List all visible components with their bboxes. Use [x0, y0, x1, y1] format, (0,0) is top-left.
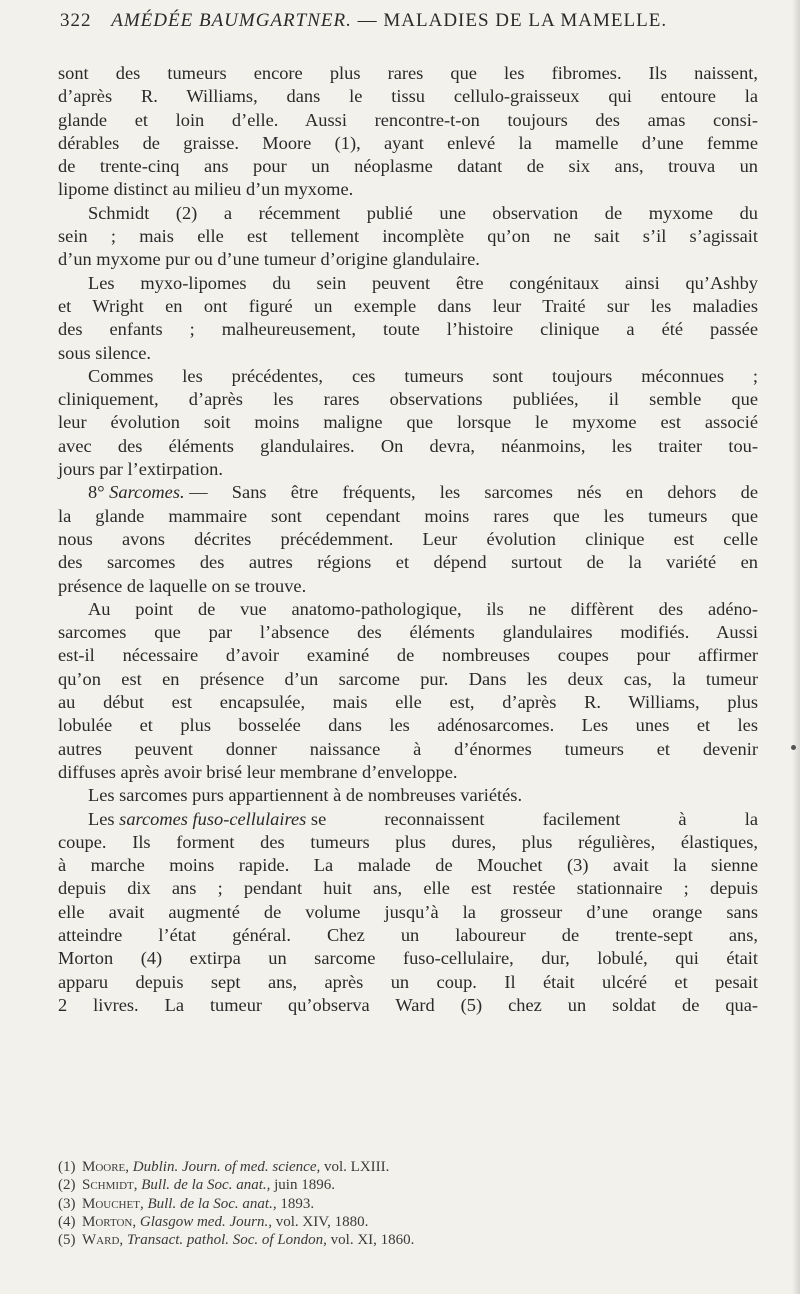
- text-line: atteindre l’état général. Chez un laboureur de trente-sept ans,: [58, 924, 758, 945]
- text-line: sein ; mais elle est tellement incomplète qu’on ne sait s’il s’agissait: [58, 226, 758, 247]
- text-line: Commes les précédentes, ces tumeurs sont toujours méconnues ;: [88, 365, 758, 386]
- text-line: des sarcomes des autres régions et dépend surtout de la variété en: [58, 552, 758, 573]
- footnote-author: Morton,: [82, 1213, 137, 1230]
- text-line: Au point de vue anatomo-pathologique, ils ne diffèrent des adéno-: [88, 598, 758, 619]
- text-line: Les myxo-lipomes du sein peuvent être congénitaux ainsi qu’Ashby: [88, 272, 758, 293]
- footnote-number: (5): [58, 1232, 76, 1249]
- page-edge-shadow: [792, 0, 800, 1294]
- footnote-author: Schmidt,: [82, 1177, 138, 1194]
- footnote-author: Moore,: [82, 1159, 130, 1175]
- footnote: [58, 1213, 758, 1231]
- footnote-rest: juin 1896.: [270, 1177, 335, 1194]
- running-header: [60, 10, 760, 36]
- text-line: Les sarcomes purs appartiennent à de nombreuses variétés.: [88, 785, 523, 806]
- text-line: autres peuvent donner naissance à d’énormes tumeurs et devenir: [58, 738, 758, 759]
- footnote-rest: vol. XIV, 1880.: [271, 1213, 369, 1230]
- text-line: sont des tumeurs encore plus rares que les fibromes. Ils naissent,: [58, 63, 758, 83]
- text-line: jours par l’extirpation.: [58, 459, 223, 480]
- footnote-journal: Bull. de la Soc. anat.,: [147, 1195, 277, 1212]
- footnote-number: (2): [58, 1177, 76, 1194]
- section-number: 8°: [88, 482, 105, 503]
- header-title: — MALADIES DE LA MAMELLE.: [357, 10, 668, 31]
- text-line: lobulée et plus bosselée dans les adénosarcomes. Les unes et les: [58, 715, 758, 736]
- text-line: nous avons décrites précédemment. Leur évolution clinique est celle: [58, 528, 758, 549]
- footnote-journal: Transact. pathol. Soc. of London,: [126, 1232, 327, 1249]
- fuso-line: [58, 808, 758, 831]
- text-line: lipome distinct au milieu d’un myxome.: [58, 179, 354, 200]
- footnote: [58, 1195, 758, 1213]
- text-line: diffuses après avoir brisé leur membrane d’enveloppe.: [58, 761, 458, 782]
- footnote-journal: Dublin. Journ. of med. science,: [132, 1159, 321, 1175]
- footnote-rest: 1893.: [276, 1195, 315, 1212]
- footnote-rest: vol. LXIII.: [320, 1159, 390, 1175]
- fuso-lead: Les: [88, 808, 115, 829]
- text-line: et Wright en ont figuré un exemple dans leur Traité sur les maladies: [58, 295, 758, 316]
- footnote-number: (4): [58, 1213, 76, 1230]
- footnote: [58, 1231, 758, 1249]
- main-text: [58, 62, 758, 1017]
- text-line: qu’on est en présence d’un sarcome pur. Dans les deux cas, la tumeur: [58, 668, 758, 689]
- text-line: la glande mammaire sont cependant moins rares que les tumeurs que: [58, 505, 758, 526]
- text-line: présence de laquelle on se trouve.: [58, 575, 307, 596]
- footnote-number: (3): [58, 1195, 76, 1212]
- text-line: au début est encapsulée, mais elle est, d’après R. Williams, plus: [58, 692, 758, 713]
- text-line: depuis dix ans ; pendant huit ans, elle est restée stationnaire ; depuis: [58, 878, 758, 899]
- text-line: d’après R. Williams, dans le tissu cellulo-graisseux qui entoure la: [58, 86, 758, 107]
- text-line: cliniquement, d’après les rares observations publiées, il semble que: [58, 389, 758, 410]
- fuso-rest: se reconnaissent facilement à la: [310, 808, 758, 829]
- footnote-number: (1): [58, 1159, 76, 1175]
- page-number: 322: [60, 10, 92, 31]
- header-author: AMÉDÉE BAUMGARTNER.: [111, 10, 352, 31]
- footnote-rest: vol. XI, 1860.: [326, 1232, 415, 1249]
- text-line: sous silence.: [58, 342, 151, 363]
- text-line: 2 livres. La tumeur qu’observa Ward (5) chez un soldat de qua-: [58, 994, 758, 1015]
- text-line: glande et loin d’elle. Aussi rencontre-t-on toujours des amas consi-: [58, 109, 758, 130]
- text-line: à marche moins rapide. La malade de Mouchet (3) avait la sienne: [58, 855, 758, 876]
- section-heading-rest: — Sans être fréquents, les sarcomes nés en dehors de: [189, 482, 758, 503]
- text-line: des enfants ; malheureusement, toute l’histoire clinique a été passée: [58, 319, 758, 340]
- footnote: [58, 1176, 758, 1194]
- text-line: Morton (4) extirpa un sarcome fuso-cellulaire, dur, lobulé, qui était: [58, 948, 758, 969]
- footnotes: [58, 1158, 758, 1249]
- text-line: d’un myxome pur ou d’une tumeur d’origine glandulaire.: [58, 249, 480, 270]
- text-line: est-il nécessaire d’avoir examiné de nombreuses coupes pour affirmer: [58, 645, 758, 666]
- text-line: coupe. Ils forment des tumeurs plus dures, plus régulières, élastiques,: [58, 831, 758, 852]
- text-line: apparu depuis sept ans, après un coup. Il était ulcéré et pesait: [58, 971, 758, 992]
- text-line: de trente-cinq ans pour un néoplasme datant de six ans, trouva un: [58, 156, 758, 177]
- text-line: elle avait augmenté de volume jusqu’à la grosseur d’une orange sans: [58, 901, 758, 922]
- text-line: leur évolution soit moins maligne que lorsque le myxome est associé: [58, 412, 758, 433]
- text-line: dérables de graisse. Moore (1), ayant enlevé la mamelle d’une femme: [58, 132, 758, 153]
- section-title: Sarcomes.: [109, 482, 185, 503]
- text-line: sarcomes que par l’absence des éléments glandulaires modifiés. Aussi: [58, 622, 758, 643]
- footnote-journal: Bull. de la Soc. anat.,: [141, 1177, 271, 1194]
- footnote: [58, 1158, 758, 1176]
- footnote-journal: Glasgow med. Journ.,: [139, 1213, 272, 1230]
- footnote-author: Mouchet,: [82, 1195, 144, 1212]
- section-heading-line: [58, 481, 758, 504]
- text-line: Schmidt (2) a récemment publié une observation de myxome du: [88, 202, 758, 223]
- footnote-author: Ward,: [82, 1232, 124, 1249]
- text-line: avec des éléments glandulaires. On devra, néanmoins, les traiter tou-: [58, 435, 758, 456]
- fuso-term: sarcomes fuso-cellulaires: [119, 808, 307, 829]
